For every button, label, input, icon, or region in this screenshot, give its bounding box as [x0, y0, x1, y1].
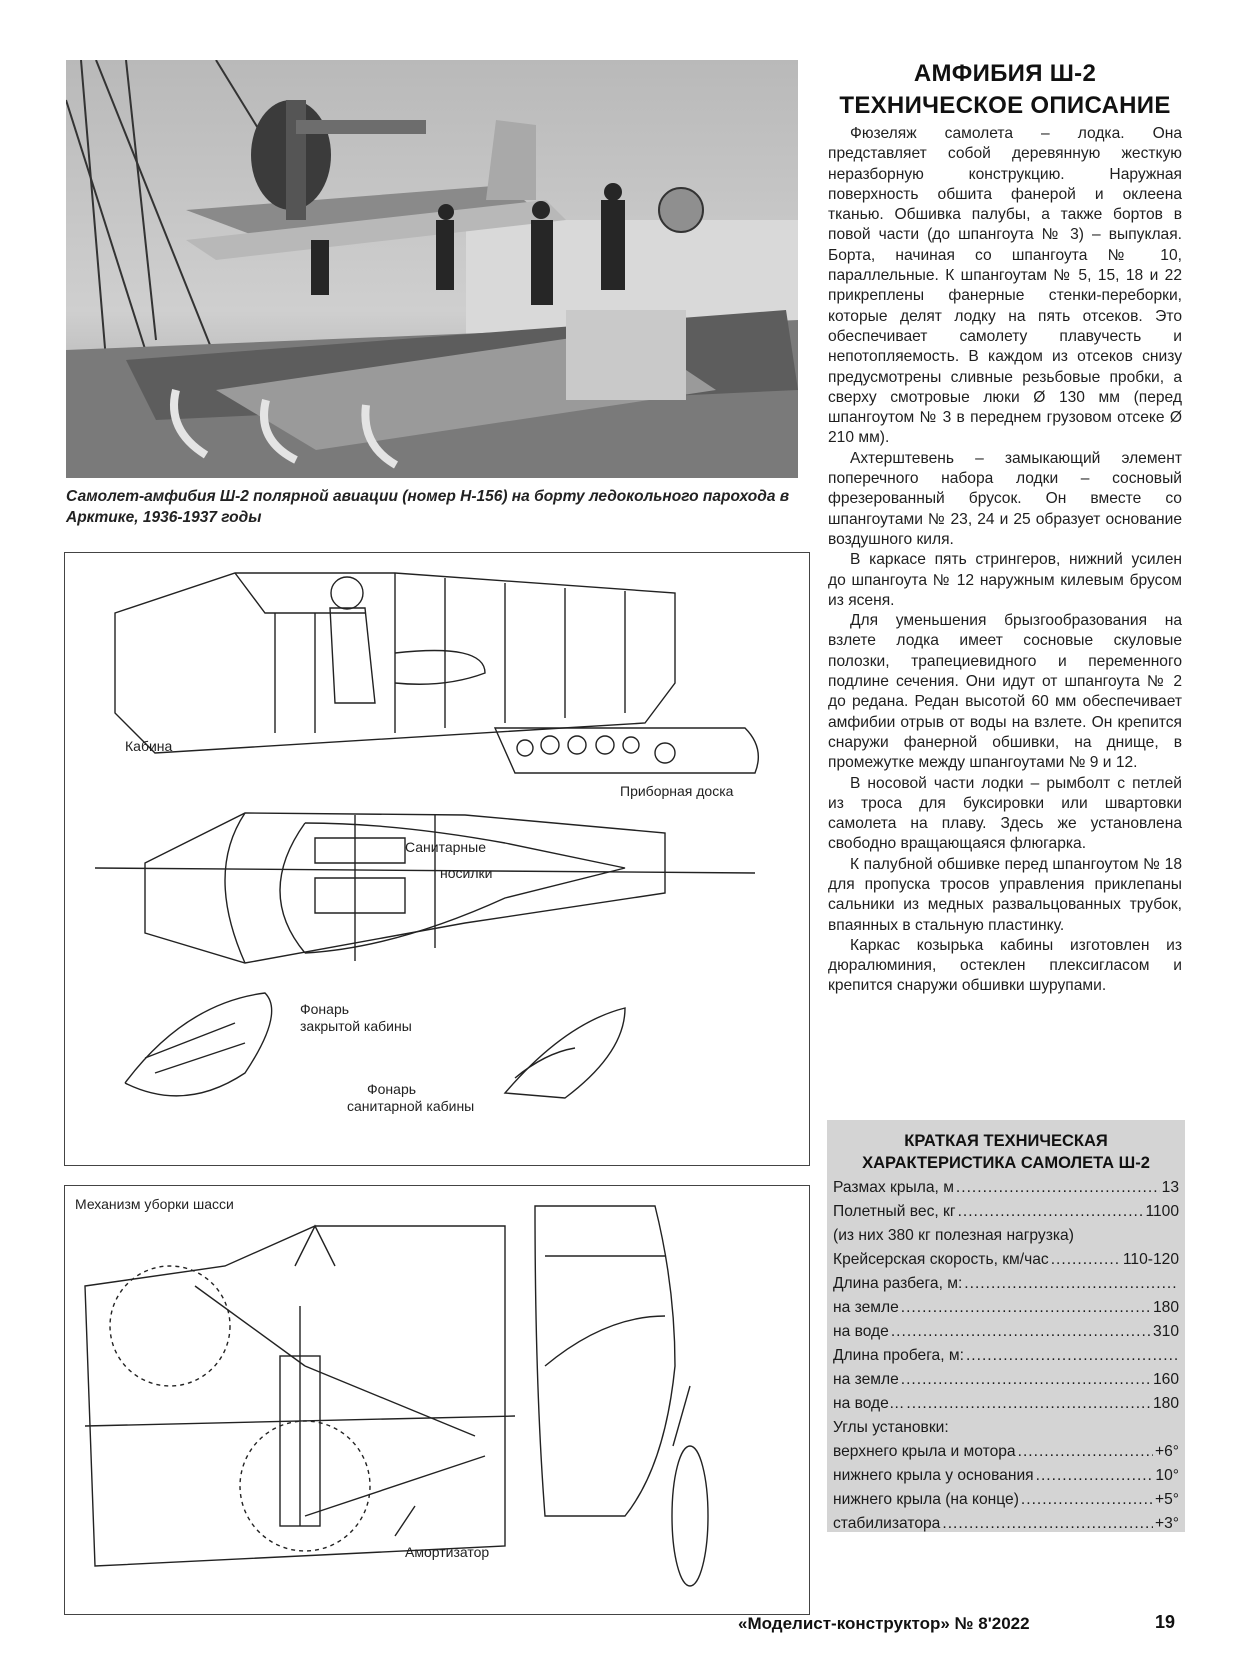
spec-value: +6°: [1154, 1443, 1179, 1460]
spec-value: 310: [1152, 1323, 1179, 1340]
spec-label: на земле: [833, 1371, 899, 1388]
spec-value: 1100: [1145, 1203, 1179, 1220]
spec-label: Полетный вес, кг: [833, 1203, 956, 1220]
specs-title: [833, 1130, 1179, 1174]
specs-title-line1: КРАТКАЯ ТЕХНИЧЕСКАЯ: [904, 1132, 1108, 1150]
spec-label: стабилизатора: [833, 1515, 941, 1532]
spec-row: [833, 1320, 1179, 1344]
article-paragraph: В каркасе пять стрингеров, нижний усилен до шпангоута № 12 наружным килевым брусом из ясеня.: [828, 551, 1182, 609]
specs-list: [833, 1176, 1179, 1536]
medical-canopy-label-line2: санитарной кабины: [347, 1098, 475, 1114]
dashboard-label: Приборная доска: [620, 783, 734, 799]
article-paragraph: Каркас козырька кабины изготовлен из дюралюминия, остеклен плексигласом и крепится снаружи обшивки шурупами.: [828, 936, 1182, 995]
spec-label: на земле: [833, 1299, 899, 1316]
article-paragraph: Фюзеляж самолета – лодка. Она представляет собой деревянную жесткую неразборную конструкцию. Наружная поверхность обшита фанерой и оклеена тканью. Обшивка палубы, а также бортов в повой части (до шпангоута № 3) – выпуклая. Борта, начиная со шпангоута № 10, параллельные. К шпангоутам № 5, 15, 18 и 22 прикреплены фанерные стенки-переборки, которые делят лодку на пять отсеков. Это обеспечивает самолету плавучесть и непотопляемость. В каждом из отсеков снизу предусмотрены сливные резьбовые пробки, а сверху смотровые люки Ø 130 мм (перед шпангоутом № 3 в переднем грузовом отсеке Ø 210 мм).: [828, 125, 1182, 447]
landing-gear-drawing-panel: [64, 1185, 810, 1615]
spec-row: [833, 1392, 1179, 1416]
spec-label: Углы установки:: [833, 1419, 949, 1436]
spec-label: Длина пробега, м:: [833, 1347, 964, 1364]
article-body: [828, 124, 1182, 997]
stretcher-label-line1: Санитарные: [405, 839, 487, 855]
spec-row: [833, 1272, 1179, 1296]
spec-row: [833, 1512, 1179, 1536]
article-paragraph: Ахтерштевень – замыкающий элемент поперечного набора лодки – сосновый фрезерованный брусок. Он вместе со шпангоутами № 23, 24 и 25 образует основание воздушного киля.: [828, 449, 1182, 548]
specs-box: [827, 1120, 1185, 1532]
article-title-line1: АМФИБИЯ Ш-2: [913, 60, 1097, 87]
spec-label: Размах крыла, м: [833, 1179, 954, 1196]
page-number: 19: [1155, 1612, 1176, 1632]
spec-row: [833, 1488, 1179, 1512]
spec-row: [833, 1248, 1179, 1272]
spec-row: [833, 1176, 1179, 1200]
spec-label: нижнего крыла (на конце): [833, 1491, 1019, 1508]
article-title: [825, 58, 1185, 122]
cabin-drawing: [65, 553, 808, 1164]
spec-leader-dots: [1036, 1464, 1154, 1488]
closed-canopy-label-line1: Фонарь: [300, 1001, 350, 1017]
spec-value: +3°: [1154, 1515, 1179, 1532]
spec-leader-dots: [901, 1296, 1151, 1320]
medical-canopy-label-line1: Фонарь: [367, 1081, 417, 1097]
spec-row: [833, 1200, 1179, 1224]
photo-caption: Самолет-амфибия Ш-2 полярной авиации (номер Н-156) на борту ледокольного парохода в Арктике, 1936-1937 годы: [66, 488, 790, 526]
spec-label: (из них 380 кг полезная нагрузка): [833, 1227, 1074, 1244]
spec-leader-dots: [891, 1320, 1151, 1344]
spec-row: [833, 1416, 1179, 1440]
spec-value: 180: [1152, 1395, 1179, 1412]
specs-title-line2: ХАРАКТЕРИСТИКА САМОЛЕТА Ш-2: [862, 1154, 1150, 1172]
spec-label: на воде: [833, 1323, 889, 1340]
spec-value: 110-120: [1122, 1251, 1179, 1268]
spec-leader-dots: [964, 1272, 1177, 1296]
cabin-label: Кабина: [125, 738, 173, 754]
magazine-footer: «Моделист-конструктор» № 8'2022: [738, 1614, 1030, 1633]
spec-row: [833, 1440, 1179, 1464]
spec-label: верхнего крыла и мотора: [833, 1443, 1016, 1460]
spec-label: Длина разбега, м:: [833, 1275, 963, 1292]
article-title-line2: ТЕХНИЧЕСКОЕ ОПИСАНИЕ: [839, 92, 1171, 119]
stretcher-label-line2: носилки: [440, 865, 493, 881]
spec-value: 13: [1161, 1179, 1179, 1196]
shock-absorber-label: Амортизатор: [405, 1544, 490, 1560]
article-paragraph: К палубной обшивке перед шпангоутом № 18 для пропуска тросов управления приклепаны сальники из медных развальцованных трубок, впаянных в стальную пластинку.: [828, 855, 1182, 934]
spec-leader-dots: [1018, 1440, 1153, 1464]
spec-leader-dots: [966, 1344, 1177, 1368]
spec-value: 180: [1152, 1299, 1179, 1316]
spec-leader-dots: [958, 1200, 1144, 1224]
spec-leader-dots: [906, 1392, 1151, 1416]
spec-row: [833, 1296, 1179, 1320]
gear-mechanism-label: Механизм уборки шасси: [75, 1196, 234, 1212]
spec-leader-dots: [901, 1368, 1151, 1392]
spec-value: +5°: [1154, 1491, 1179, 1508]
article-paragraph: В носовой части лодки – рымболт с петлей из троса для буксировки или швартовки самолета на плаву. Здесь же установлена свободно вращающаяся флюгарка.: [828, 774, 1182, 853]
article-paragraph: Для уменьшения брызгообразования на взлете лодка имеет сосновые скуловые полозки, трапециевидного и переменного подлине сечения. Они идут от шпангоута № 2 до редана. Редан высотой 60 мм обеспечивает амфибии отрыв от воды на взлете. Он крепится снаружи фанерной обшивки, на днище, в промежутке между шпангоутами № 9 и 12.: [828, 612, 1182, 772]
spec-row: [833, 1368, 1179, 1392]
archive-photo: [66, 60, 798, 478]
spec-label: Крейсерская скорость, км/час: [833, 1251, 1049, 1268]
cabin-drawing-panel: [64, 552, 810, 1166]
spec-leader-dots: [1021, 1488, 1153, 1512]
spec-label: на воде…: [833, 1395, 905, 1412]
spec-leader-dots: [942, 1512, 1153, 1536]
closed-canopy-label-line2: закрытой кабины: [300, 1018, 412, 1034]
spec-leader-dots: [1051, 1248, 1121, 1272]
spec-row: [833, 1224, 1179, 1248]
spec-row: [833, 1464, 1179, 1488]
spec-value: 160: [1152, 1371, 1179, 1388]
spec-leader-dots: [956, 1176, 1160, 1200]
spec-label: нижнего крыла у основания: [833, 1467, 1034, 1484]
spec-value: 10°: [1155, 1467, 1179, 1484]
spec-row: [833, 1344, 1179, 1368]
